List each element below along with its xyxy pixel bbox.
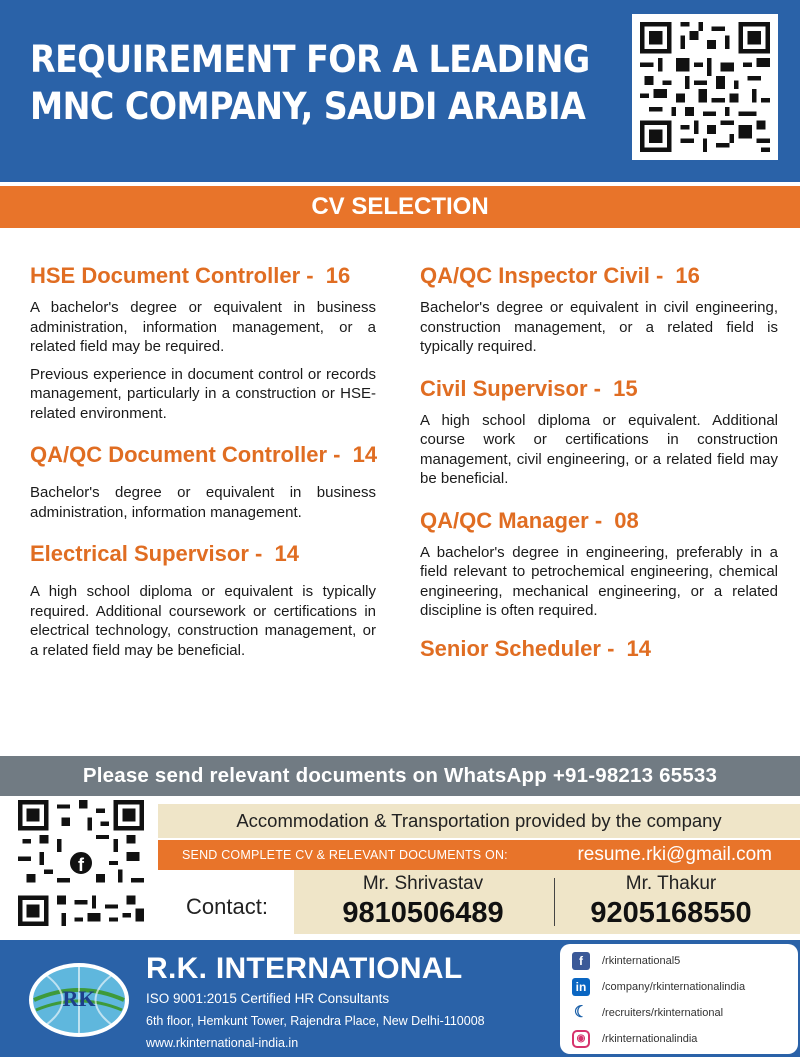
email-link[interactable]: resume.rki@gmail.com [577,844,772,865]
job-description: Bachelor's degree or equivalent in civil engineering, construction management, or a related field is typically required. [420,299,778,355]
job-item [30,262,376,423]
instagram-icon: ◉ [572,1030,590,1048]
job-vacancy-count: 16 [675,263,700,288]
job-title-text: QA/QC Inspector Civil [420,263,650,288]
job-title-text: Electrical Supervisor [30,541,249,566]
job-description: A bachelor's degree or equivalent in business administration, information management, or a related field may be required. [30,299,376,355]
qr-code-icon [640,22,770,152]
job-title [420,635,778,663]
social-handle: /rkinternational5 [602,955,681,967]
job-description: Previous experience in document control or records management, particularly in a construction or HSE-related environment. [30,365,376,422]
jobs-left-column [30,262,376,660]
job-item [30,441,376,522]
social-link-instagram[interactable] [572,1028,794,1050]
job-item [420,635,778,663]
job-title-separator: - [593,375,601,401]
contact-phone[interactable]: 9810506489 [342,897,504,929]
job-vacancy-count: 08 [614,507,639,533]
page-title [30,36,590,130]
accommodation-note: Accommodation & Transportation provided by the company [158,804,800,838]
job-vacancy-count: 16 [325,263,351,288]
job-item [420,375,778,489]
job-title-separator: - [594,507,603,533]
send-cv-label: SEND COMPLETE CV & RELEVANT DOCUMENTS ON: [182,848,508,862]
facebook-icon: f [572,952,590,970]
job-title-separator: - [306,263,314,288]
send-cv-bar [158,840,800,870]
job-vacancy-count: 14 [626,635,652,661]
company-logo [26,960,132,1040]
job-description: A bachelor's degree in engineering, preferably in a field relevant to petrochemical engineering, chemical engineering, mechanical engineering, or a related discipline is often required. [420,543,778,619]
company-tagline: ISO 9001:2015 Certified HR Consultants [146,991,390,1006]
qr-code-top[interactable] [632,14,778,160]
contact-box [294,870,800,934]
social-link-linkedin[interactable] [572,976,794,998]
logo-text: RK [62,986,96,1011]
job-title [30,441,376,469]
job-item [420,507,778,621]
job-description: A high school diploma or equivalent. Additional course work or certifications in construction management, civil engineering, or a related field may be beneficial. [420,411,778,487]
footer [0,940,800,1057]
job-title [30,540,376,568]
recruiter-icon: ☾ [573,1004,589,1021]
job-title [30,262,376,290]
whatsapp-banner: Please send relevant documents on WhatsApp +91-98213 65533 [0,756,800,796]
cv-selection-band: CV SELECTION [0,186,800,228]
job-title-separator: - [655,263,664,288]
job-title [420,507,778,535]
social-link-facebook[interactable] [572,950,794,972]
job-description: Bachelor's degree or equivalent in business administration, information management. [30,484,376,521]
contact-name: Mr. Shrivastav [362,873,484,894]
contact-name: Mr. Thakur [625,873,717,894]
job-title-separator: - [255,541,263,566]
linkedin-icon: in [572,978,590,996]
job-title-separator: - [333,442,341,467]
job-title-text: Senior Scheduler [420,635,601,661]
social-links [560,944,798,1054]
job-title [420,375,778,403]
headline-line-2: MNC COMPANY, SAUDI ARABIA [30,85,586,128]
social-link-recruiter[interactable] [572,1002,794,1024]
social-handle: /recruiters/rkinternational [602,1007,724,1019]
contact-label: Contact: [186,894,268,919]
job-title [420,262,778,290]
company-address: 6th floor, Hemkunt Tower, Rajendra Place, New Delhi-110008 [146,1014,485,1028]
company-website[interactable]: www.rkinternational-india.in [146,1036,299,1050]
header-banner [0,0,800,182]
job-vacancy-count: 14 [352,442,378,467]
jobs-right-column [420,262,778,663]
contact-divider [554,878,555,926]
job-title-text: Civil Supervisor [420,375,588,401]
job-item [30,540,376,660]
job-vacancy-count: 14 [274,541,299,566]
headline-line-1: REQUIREMENT FOR A LEADING [30,38,590,81]
contact-phone[interactable]: 9205168550 [590,897,752,929]
job-title-text: QA/QC Manager [420,507,589,533]
job-title-text: QA/QC Document Controller [30,442,328,467]
contact-person [566,872,776,930]
facebook-icon: f [68,850,94,876]
social-handle: /company/rkinternationalindia [602,981,746,993]
job-description: A high school diploma or equivalent is typically required. Additional coursework or certifications in electrical technology, construction management, or a related field may be beneficial. [30,583,376,659]
job-item [420,262,778,357]
job-title-text: HSE Document Controller [30,263,301,288]
social-handle: /rkinternationalindia [602,1033,698,1045]
job-title-separator: - [607,635,615,661]
contact-person [318,872,528,930]
company-name: R.K. INTERNATIONAL [146,952,463,985]
job-vacancy-count: 15 [613,375,638,401]
